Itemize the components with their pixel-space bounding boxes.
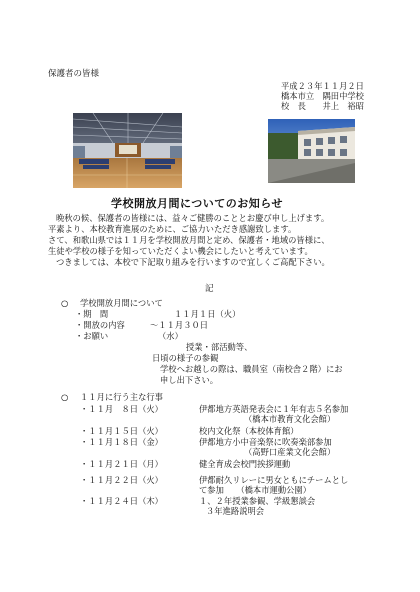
event-sub: （高野口産業文化会館） bbox=[244, 447, 336, 457]
greeting-paragraph bbox=[48, 213, 388, 268]
body-line: 生徒や学校の様子を知っていただくよい機会にしたいと考えています。 bbox=[48, 246, 313, 256]
event-date: ・１１月 ８日（火） bbox=[80, 404, 163, 414]
period-label: ・期 間 bbox=[75, 309, 109, 319]
letter-date: 平成２３年１１月２日 bbox=[281, 81, 364, 91]
principal-name: 校 長 井上 裕昭 bbox=[281, 101, 364, 111]
content-line-1: 授業・部活動等、 bbox=[186, 342, 253, 352]
body-line: 晩秋の候、保護者の皆様には、益々ご健勝のこととお慶び申し上げます。 bbox=[56, 213, 330, 223]
event-date: ・１１月２２日（火） bbox=[80, 475, 163, 485]
school-building-photo bbox=[268, 119, 355, 183]
content-label: ・開放の内容 bbox=[75, 320, 125, 330]
ki-marker: 記 bbox=[205, 284, 214, 294]
section1-bullet: ○ bbox=[61, 298, 69, 308]
event-date: ・１１月２１日（月） bbox=[80, 459, 163, 469]
event-date: ・１１月１８日（金） bbox=[80, 437, 163, 447]
section2-bullet: ○ bbox=[61, 392, 69, 402]
event-date: ・１１月１５日（火） bbox=[80, 426, 163, 436]
event-text: 伊都地方小中音楽祭に吹奏楽部参加 bbox=[199, 437, 332, 447]
request-line-1: 学校へお越しの際は、職員室（南校舎２階）にお bbox=[160, 364, 343, 374]
body-line: さて、和歌山県では１１月を学校開放月間と定め、保護者・地域の皆様に、 bbox=[48, 235, 330, 245]
event-sub: （橋本市教育文化会館） bbox=[244, 414, 336, 424]
section2-heading: １１月に行う主な行事 bbox=[80, 392, 163, 402]
event-text: 健全育成会校門挨拶運動 bbox=[199, 459, 291, 469]
addressee: 保護者の皆様 bbox=[48, 69, 100, 79]
content-line-2: 日頃の様子の参観 bbox=[152, 353, 219, 363]
gym-photo bbox=[73, 113, 182, 188]
school-name: 橋本市立 隅田中学校 bbox=[281, 91, 364, 101]
period-value: １１月１日（火） bbox=[174, 309, 241, 319]
request-label: ・お願い bbox=[75, 331, 109, 341]
section1-heading: 学校開放月間について bbox=[80, 298, 163, 308]
event-text: １、２年授業参観、学級懇談会 bbox=[199, 496, 316, 506]
notice-title: 学校開放月間についてのお知らせ bbox=[111, 197, 283, 210]
event-text: 伊都地方英語発表会に１年有志５名参加 bbox=[199, 404, 349, 414]
body-line: 平素より、本校教育進展のために、ご協力いただき感謝致します。 bbox=[48, 224, 297, 234]
body-line: つきましては、本校で下記取り組みを行いますので宜しくご高配下さい。 bbox=[56, 257, 330, 267]
period-end-day: （水） bbox=[158, 331, 183, 341]
event-sub: て参加 （橋本市運動公園） bbox=[199, 485, 312, 495]
period-end: ～１１月３０日 bbox=[150, 320, 209, 330]
event-text: 伊都耐久リレーに男女ともにチームとし bbox=[199, 475, 349, 485]
event-date: ・１１月２４日（木） bbox=[80, 496, 163, 506]
event-text: 校内文化祭（本校体育館） bbox=[199, 426, 299, 436]
request-line-2: 申し出下さい。 bbox=[160, 375, 219, 385]
event-sub: ３年進路説明会 bbox=[206, 506, 265, 516]
